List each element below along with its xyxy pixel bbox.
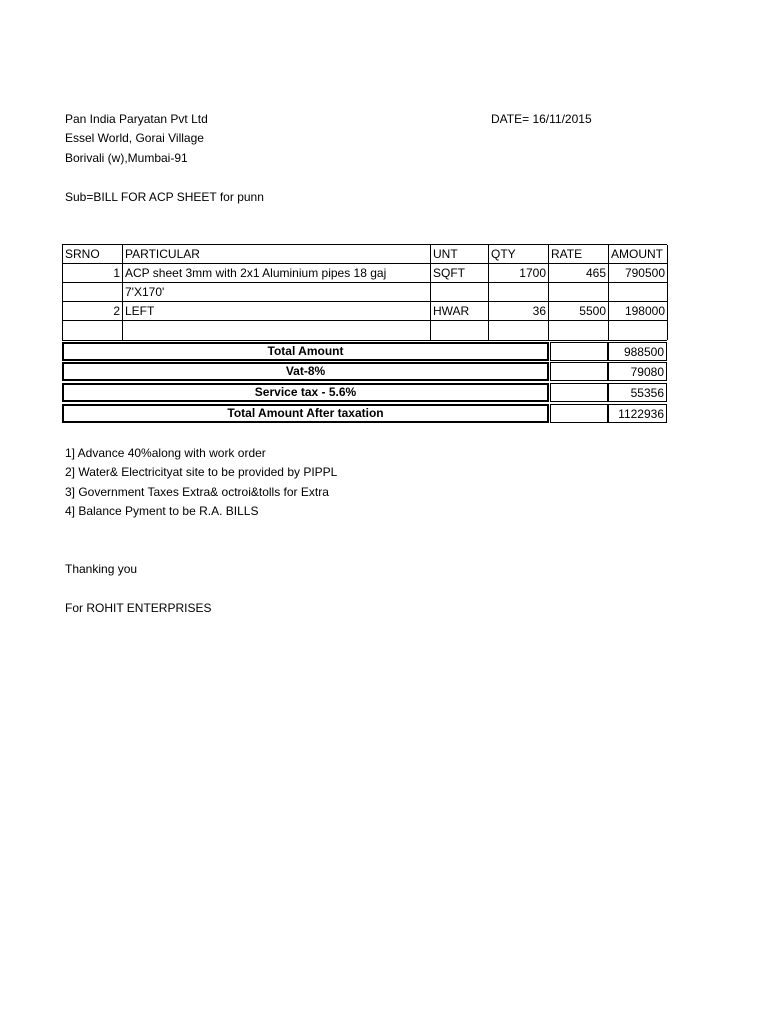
service-tax-value: 55356 — [608, 383, 667, 402]
table-row — [62, 283, 667, 302]
vat-label: Vat-8% — [62, 362, 549, 381]
row-unit — [430, 283, 488, 302]
row-rate: 465 — [548, 264, 608, 283]
header-unit: UNT — [430, 245, 488, 264]
row-qty — [488, 321, 548, 340]
row-particular: ACP sheet 3mm with 2x1 Aluminium pipes 18 gaj — [122, 264, 430, 283]
row-particular: LEFT — [122, 302, 430, 321]
row-particular — [122, 321, 430, 340]
totals-spacer-cell — [550, 362, 608, 381]
total-amount-value: 988500 — [608, 342, 667, 361]
term-item: 1] Advance 40%along with work order — [65, 446, 266, 460]
row-srno — [62, 283, 122, 302]
term-item: 3] Government Taxes Extra& octroi&tolls for Extra — [65, 485, 329, 499]
header-particular: PARTICULAR — [122, 245, 430, 264]
row-srno — [62, 321, 122, 340]
total-amount-label: Total Amount — [62, 342, 549, 361]
row-rate — [548, 283, 608, 302]
row-rate: 5500 — [548, 302, 608, 321]
bill-date: DATE= 16/11/2015 — [491, 112, 592, 126]
totals-spacer-cell — [550, 383, 608, 402]
company-name: Pan India Paryatan Pvt Ltd — [65, 112, 208, 126]
table-border — [62, 340, 667, 341]
service-tax-label: Service tax - 5.6% — [62, 383, 549, 402]
header-rate: RATE — [548, 245, 608, 264]
term-item: 4] Balance Pyment to be R.A. BILLS — [65, 504, 259, 518]
row-rate — [548, 321, 608, 340]
row-amount — [608, 321, 668, 340]
address-line-2: Borivali (w),Mumbai-91 — [65, 151, 188, 165]
grand-total-value: 1122936 — [608, 404, 667, 423]
term-item: 2] Water& Electricityat site to be provided by PIPPL — [65, 465, 338, 479]
row-amount: 790500 — [608, 264, 668, 283]
address-line-1: Essel World, Gorai Village — [65, 131, 204, 145]
vat-value: 79080 — [608, 362, 667, 381]
row-srno: 1 — [62, 264, 122, 283]
row-amount — [608, 283, 668, 302]
row-unit: SQFT — [430, 264, 488, 283]
totals-spacer-cell — [550, 404, 608, 423]
table-row — [62, 321, 667, 340]
header-qty: QTY — [488, 245, 548, 264]
thanks-text: Thanking you — [65, 562, 138, 576]
totals-spacer-cell — [550, 342, 608, 361]
table-row — [62, 302, 667, 321]
row-amount: 198000 — [608, 302, 668, 321]
row-particular: 7'X170' — [122, 283, 430, 302]
table-row — [62, 264, 667, 283]
header-amount: AMOUNT — [608, 245, 668, 264]
bill-subject: Sub=BILL FOR ACP SHEET for punn — [65, 190, 264, 204]
row-srno: 2 — [62, 302, 122, 321]
row-qty: 36 — [488, 302, 548, 321]
row-unit: HWAR — [430, 302, 488, 321]
table-header-row — [62, 245, 667, 264]
row-qty: 1700 — [488, 264, 548, 283]
row-qty — [488, 283, 548, 302]
signoff-text: For ROHIT ENTERPRISES — [65, 601, 212, 615]
grand-total-label: Total Amount After taxation — [62, 404, 549, 423]
row-unit — [430, 321, 488, 340]
header-srno: SRNO — [62, 245, 122, 264]
